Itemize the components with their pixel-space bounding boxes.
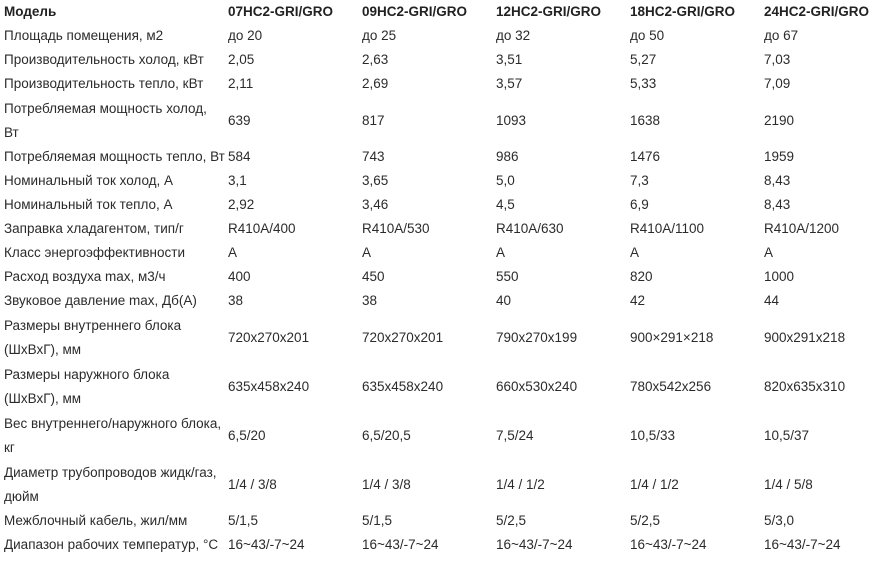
table-cell: 5/2,5 xyxy=(630,513,661,528)
table-cell: до 32 xyxy=(496,28,531,43)
row-label: Потребляемая мощность холод, Вт xyxy=(4,100,207,140)
table-row xyxy=(0,193,876,217)
header-model-09: 09HC2-GRI/GRO xyxy=(362,4,468,19)
table-cell: R410A/1200 xyxy=(764,221,840,236)
table-cell: 5/3,0 xyxy=(764,513,795,528)
table-cell: 1000 xyxy=(764,269,795,284)
table-cell: 16~43/-7~24 xyxy=(630,537,707,552)
table-cell: 1/4 / 3/8 xyxy=(362,476,411,492)
table-cell: 635x458x240 xyxy=(362,378,444,394)
row-label: Класс энергоэффективности xyxy=(4,245,185,260)
table-cell: 450 xyxy=(362,269,385,284)
table-cell: 986 xyxy=(496,149,519,164)
table-cell: 3,46 xyxy=(362,197,389,212)
table-cell: 3,65 xyxy=(362,173,389,188)
table-cell: 3,51 xyxy=(496,52,523,67)
table-cell: 6,5/20 xyxy=(228,427,266,443)
table-cell: 5,27 xyxy=(630,52,657,67)
table-cell: 1093 xyxy=(496,112,527,128)
table-cell: A xyxy=(496,245,506,260)
row-label: Производительность тепло, кВт xyxy=(4,76,204,91)
table-cell: R410A/630 xyxy=(496,221,564,236)
table-cell: 790x270x199 xyxy=(496,329,578,345)
table-cell: 720x270x201 xyxy=(228,329,310,345)
table-cell: 16~43/-7~24 xyxy=(362,537,439,552)
table-cell: 639 xyxy=(228,112,251,128)
table-cell: 1/4 / 5/8 xyxy=(764,476,813,492)
table-cell: 5,33 xyxy=(630,76,657,91)
table-row xyxy=(0,96,876,145)
table-cell: 660x530x240 xyxy=(496,378,578,394)
table-cell: 8,43 xyxy=(764,197,791,212)
table-cell: 1476 xyxy=(630,149,661,164)
table-cell: 6,5/20,5 xyxy=(362,427,411,443)
table-cell: 780x542x256 xyxy=(630,378,712,394)
table-cell: 2,69 xyxy=(362,76,389,91)
header-model-07: 07HC2-GRI/GRO xyxy=(228,4,334,19)
table-cell: 8,43 xyxy=(764,173,791,188)
table-cell: A xyxy=(630,245,640,260)
table-cell: 817 xyxy=(362,112,385,128)
table-cell: A xyxy=(362,245,372,260)
table-cell: 1/4 / 1/2 xyxy=(496,476,545,492)
table-cell: 7,03 xyxy=(764,52,791,67)
row-label: Размеры наружного блока (ШхВхГ), мм xyxy=(4,366,170,406)
header-model-label: Модель xyxy=(4,4,57,19)
table-cell: 2,11 xyxy=(228,76,254,91)
table-cell: 1638 xyxy=(630,112,661,128)
header-model-12: 12HC2-GRI/GRO xyxy=(496,4,602,19)
table-row xyxy=(0,24,876,48)
table-row xyxy=(0,509,876,533)
table-row xyxy=(0,217,876,241)
header-model-18: 18HC2-GRI/GRO xyxy=(630,4,736,19)
table-cell: 42 xyxy=(630,293,646,308)
row-label: Заправка хладагентом, тип/г xyxy=(4,221,184,236)
table-cell: 7,3 xyxy=(630,173,649,188)
table-cell: 2,92 xyxy=(228,197,255,212)
table-row xyxy=(0,145,876,169)
table-cell: 16~43/-7~24 xyxy=(496,537,573,552)
table-cell: 38 xyxy=(228,293,244,308)
table-cell: 820x635x310 xyxy=(764,378,846,394)
table-cell: 44 xyxy=(764,293,780,308)
table-cell: 5/1,5 xyxy=(228,513,259,528)
table-cell: A xyxy=(228,245,238,260)
table-cell: 5,0 xyxy=(496,173,515,188)
table-cell: 7,09 xyxy=(764,76,791,91)
table-cell: 635x458x240 xyxy=(228,378,310,394)
table-cell: 1/4 / 3/8 xyxy=(228,476,277,492)
table-row xyxy=(0,241,876,265)
table-cell: 720x270x201 xyxy=(362,329,444,345)
table-cell: R410A/530 xyxy=(362,221,430,236)
table-row xyxy=(0,72,876,96)
table-cell: 38 xyxy=(362,293,378,308)
table-row xyxy=(0,289,876,313)
table-cell: 1959 xyxy=(764,149,795,164)
table-row xyxy=(0,460,876,509)
table-cell: 820 xyxy=(630,269,653,284)
table-cell: до 20 xyxy=(228,28,263,43)
row-label: Диапазон рабочих температур, °C xyxy=(4,537,219,552)
table-cell: 900×291×218 xyxy=(630,329,714,345)
table-cell: 3,1 xyxy=(228,173,247,188)
table-cell: до 67 xyxy=(764,28,799,43)
row-label: Площадь помещения, м2 xyxy=(4,28,164,43)
row-label: Диаметр трубопроводов жидк/газ, дюйм xyxy=(4,464,217,504)
table-cell: 2,63 xyxy=(362,52,389,67)
row-label: Размеры внутреннего блока (ШхВхГ), мм xyxy=(4,317,182,357)
table-cell: 10,5/33 xyxy=(630,427,676,443)
table-cell: 4,5 xyxy=(496,197,515,212)
table-cell: 5/1,5 xyxy=(362,513,393,528)
table-row xyxy=(0,362,876,411)
table-cell: 2190 xyxy=(764,112,795,128)
table-cell: до 25 xyxy=(362,28,397,43)
table-row xyxy=(0,48,876,72)
table-cell: 40 xyxy=(496,293,512,308)
table-cell: 5/2,5 xyxy=(496,513,527,528)
table-cell: 7,5/24 xyxy=(496,427,534,443)
table-cell: 10,5/37 xyxy=(764,427,810,443)
table-cell: 900x291x218 xyxy=(764,329,846,345)
row-label: Вес внутреннего/наружного блока, кг xyxy=(4,415,222,455)
table-cell: 2,05 xyxy=(228,52,255,67)
table-row xyxy=(0,313,876,362)
table-cell: 584 xyxy=(228,149,251,164)
table-cell: 400 xyxy=(228,269,251,284)
row-label: Звуковое давление max, Дб(А) xyxy=(4,293,197,308)
table-row xyxy=(0,265,876,289)
row-label: Потребляемая мощность тепло, Вт xyxy=(4,149,225,164)
table-cell: R410A/1100 xyxy=(630,221,705,236)
table-cell: 550 xyxy=(496,269,519,284)
table-row xyxy=(0,533,876,557)
row-label: Производительность холод, кВт xyxy=(4,52,204,67)
table-cell: R410A/400 xyxy=(228,221,296,236)
table-cell: до 50 xyxy=(630,28,665,43)
table-cell: A xyxy=(764,245,774,260)
table-row xyxy=(0,169,876,193)
row-label: Номинальный ток тепло, А xyxy=(4,197,173,212)
row-label: Номинальный ток холод, А xyxy=(4,173,174,188)
header-model-24: 24HC2-GRI/GRO xyxy=(764,4,870,19)
table-header-row xyxy=(0,0,876,24)
table-cell: 16~43/-7~24 xyxy=(228,537,305,552)
table-cell: 3,57 xyxy=(496,76,523,91)
table-cell: 743 xyxy=(362,149,385,164)
row-label: Расход воздуха max, м3/ч xyxy=(4,269,166,284)
table-cell: 6,9 xyxy=(630,197,649,212)
table-cell: 16~43/-7~24 xyxy=(764,537,841,552)
table-row xyxy=(0,411,876,460)
row-label: Межблочный кабель, жил/мм xyxy=(4,513,188,528)
table-cell: 1/4 / 1/2 xyxy=(630,476,679,492)
